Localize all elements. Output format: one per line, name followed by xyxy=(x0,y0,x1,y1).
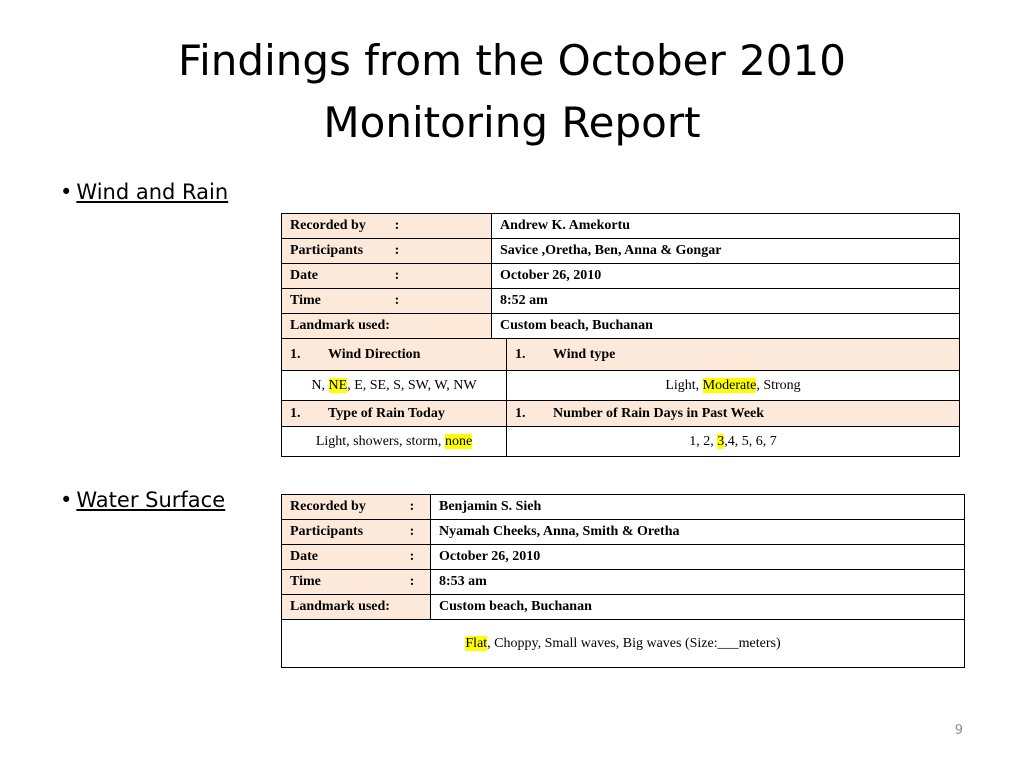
table-row xyxy=(282,264,960,289)
row-label: Recorded by : xyxy=(282,214,492,239)
table-row xyxy=(282,314,960,339)
table-row xyxy=(282,495,965,520)
row-value: 8:53 am xyxy=(431,570,965,595)
highlight: Moderate xyxy=(702,377,757,393)
slide-title xyxy=(0,30,1024,154)
question-wind-type: 1. Wind type xyxy=(507,339,960,371)
answer-row xyxy=(282,427,960,457)
row-value: October 26, 2010 xyxy=(431,545,965,570)
highlight: 3 xyxy=(717,433,725,449)
question-row xyxy=(282,339,960,371)
row-value: Andrew K. Amekortu xyxy=(492,214,960,239)
row-label: Time : xyxy=(282,289,492,314)
table-row xyxy=(282,570,965,595)
question-wind-direction: 1. Wind Direction xyxy=(282,339,507,371)
title-line-2: Monitoring Report xyxy=(323,98,701,147)
answer-rain-type: Light, showers, storm, none xyxy=(282,427,507,457)
bullet-label: Water Surface xyxy=(76,488,226,512)
question-row xyxy=(282,401,960,427)
table-row xyxy=(282,520,965,545)
answer-wind-type: Light, Moderate, Strong xyxy=(507,371,960,401)
row-value: Savice ,Oretha, Ben, Anna & Gongar xyxy=(492,239,960,264)
table-row xyxy=(282,239,960,264)
wind-rain-table xyxy=(281,213,960,457)
row-label: Date : xyxy=(282,264,492,289)
row-label: Landmark used: xyxy=(282,314,492,339)
question-rain-days: 1. Number of Rain Days in Past Week xyxy=(507,401,960,427)
table-row xyxy=(282,214,960,239)
row-label: Landmark used: xyxy=(282,595,431,620)
highlight: NE xyxy=(328,377,348,393)
row-value: Custom beach, Buchanan xyxy=(492,314,960,339)
row-label: Participants : xyxy=(282,239,492,264)
row-label: Time : xyxy=(282,570,431,595)
title-line-1: Findings from the October 2010 xyxy=(178,36,846,85)
table-row xyxy=(282,289,960,314)
row-label: Participants : xyxy=(282,520,431,545)
bullet-label: Wind and Rain xyxy=(76,180,229,204)
highlight: Flat xyxy=(465,635,488,651)
table-row xyxy=(282,545,965,570)
bullet-water-surface xyxy=(60,488,225,512)
bullet-icon: • xyxy=(60,180,73,204)
answer-rain-days: 1, 2, 3,4, 5, 6, 7 xyxy=(507,427,960,457)
question-rain-type: 1. Type of Rain Today xyxy=(282,401,507,427)
table-row xyxy=(282,595,965,620)
answer-row xyxy=(282,371,960,401)
row-label: Date : xyxy=(282,545,431,570)
highlight: none xyxy=(444,433,473,449)
row-value: Benjamin S. Sieh xyxy=(431,495,965,520)
bullet-wind-and-rain xyxy=(60,180,228,204)
water-surface-table xyxy=(281,494,965,668)
row-value: Nyamah Cheeks, Anna, Smith & Oretha xyxy=(431,520,965,545)
bullet-icon: • xyxy=(60,488,73,512)
answer-row xyxy=(282,620,965,668)
answer-water-surface: Flat, Choppy, Small waves, Big waves (Size:___meters) xyxy=(282,620,965,668)
answer-wind-direction: N, NE, E, SE, S, SW, W, NW xyxy=(282,371,507,401)
page-number: 9 xyxy=(954,723,963,738)
row-value: 8:52 am xyxy=(492,289,960,314)
row-value: October 26, 2010 xyxy=(492,264,960,289)
row-value: Custom beach, Buchanan xyxy=(431,595,965,620)
row-label: Recorded by : xyxy=(282,495,431,520)
